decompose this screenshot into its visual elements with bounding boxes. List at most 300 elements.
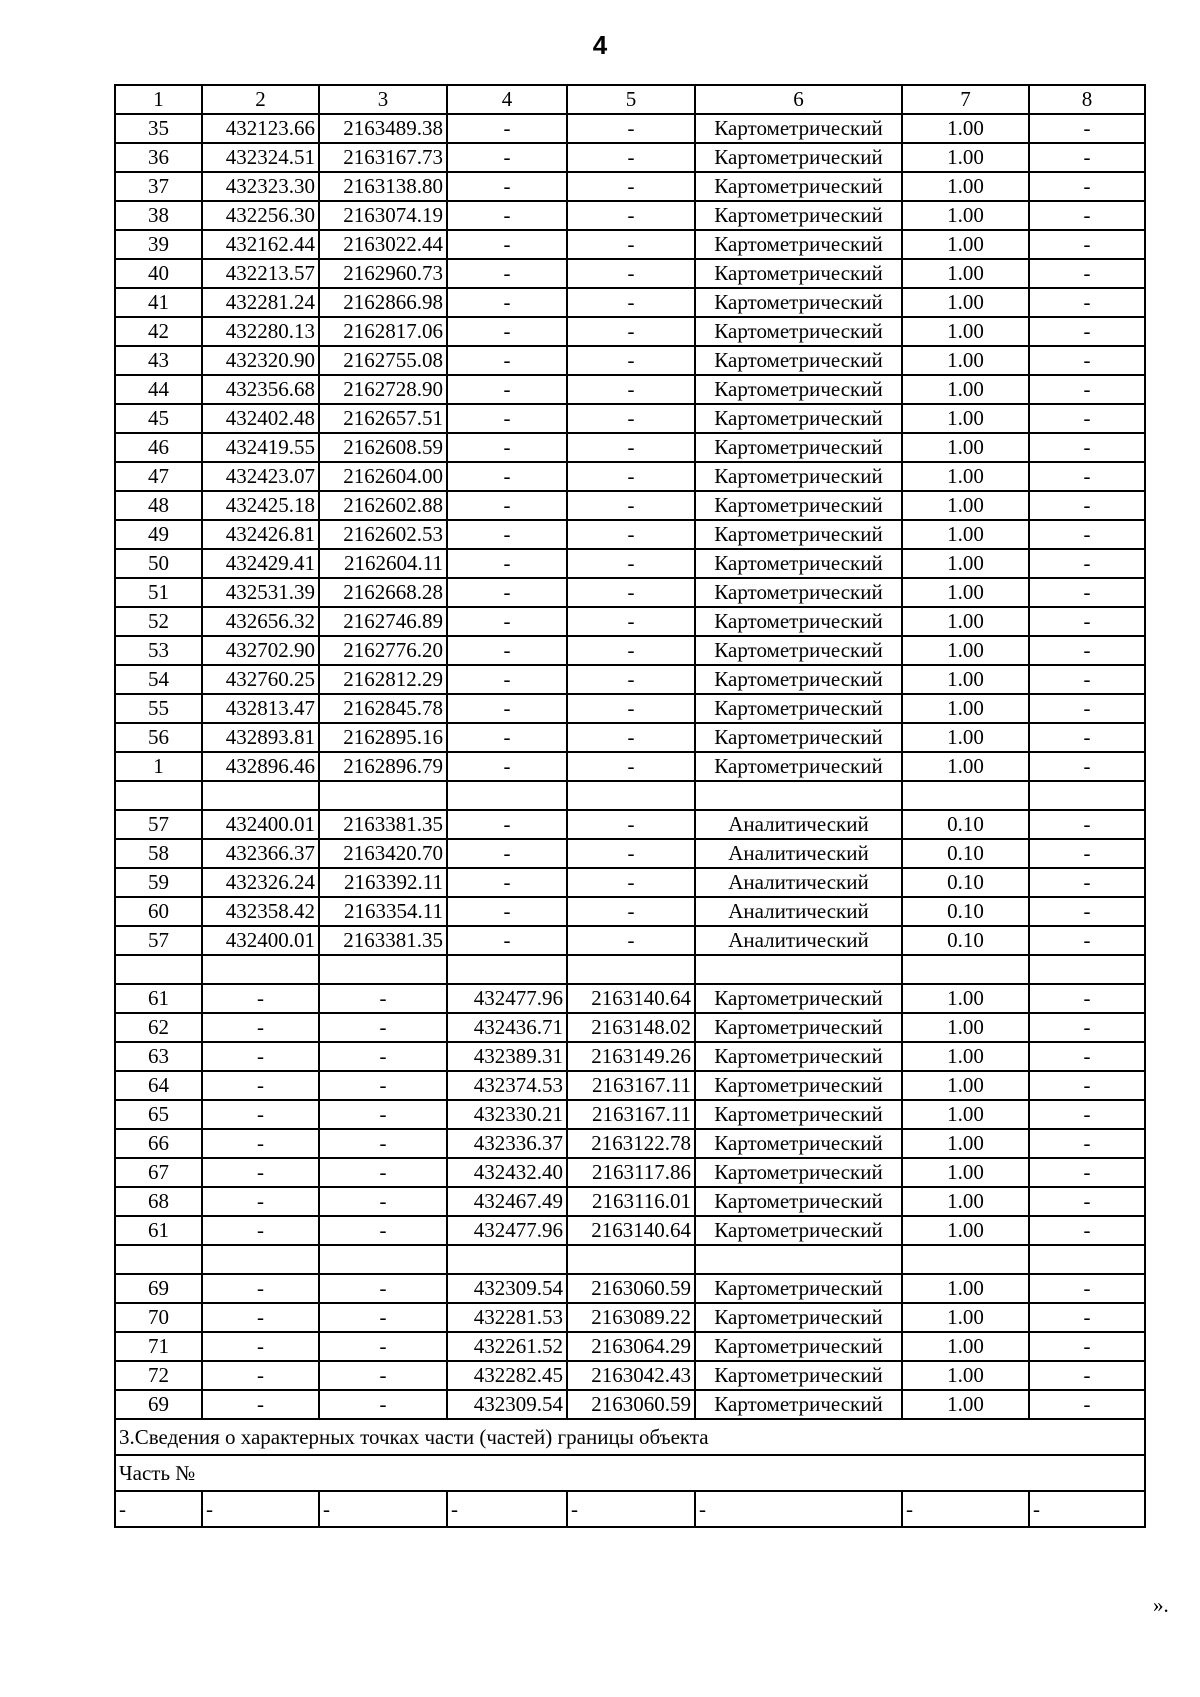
table-cell: 42 (115, 317, 202, 346)
part-label-row (115, 1455, 1145, 1491)
table-cell: 69 (115, 1390, 202, 1419)
table-cell: 1.00 (902, 665, 1029, 694)
table-cell: - (567, 288, 695, 317)
table-cell: - (1029, 723, 1145, 752)
table-cell: - (319, 984, 447, 1013)
table-row (115, 607, 1145, 636)
table-cell: 40 (115, 259, 202, 288)
table-cell: 2163074.19 (319, 201, 447, 230)
header-row (115, 85, 1145, 114)
table-row (115, 868, 1145, 897)
table-cell: 432432.40 (447, 1158, 567, 1187)
table-cell: Картометрический (695, 143, 902, 172)
table-cell: 432429.41 (202, 549, 319, 578)
table-cell: 432309.54 (447, 1390, 567, 1419)
table-row (115, 1158, 1145, 1187)
table-cell: - (1029, 288, 1145, 317)
table-cell: - (447, 317, 567, 346)
table-cell: 0.10 (902, 810, 1029, 839)
table-row (115, 462, 1145, 491)
table-cell: 1.00 (902, 752, 1029, 781)
table-row (115, 520, 1145, 549)
table-cell: 432400.01 (202, 926, 319, 955)
table-cell: 55 (115, 694, 202, 723)
table-cell: 1.00 (902, 462, 1029, 491)
table-cell: Картометрический (695, 172, 902, 201)
table-cell: - (1029, 433, 1145, 462)
table-cell: - (1029, 1129, 1145, 1158)
empty-cell (1029, 781, 1145, 810)
table-cell: Картометрический (695, 404, 902, 433)
table-row (115, 723, 1145, 752)
table-cell: - (202, 1390, 319, 1419)
table-cell: 1.00 (902, 549, 1029, 578)
table-cell: 2162604.11 (319, 549, 447, 578)
table-cell: 2162812.29 (319, 665, 447, 694)
table-cell: 1.00 (902, 1274, 1029, 1303)
table-cell: 1.00 (902, 636, 1029, 665)
table-cell: 54 (115, 665, 202, 694)
table-cell: - (1029, 1332, 1145, 1361)
table-cell: 66 (115, 1129, 202, 1158)
table-cell: Картометрический (695, 1129, 902, 1158)
table-cell: 68 (115, 1187, 202, 1216)
table-cell: - (319, 1361, 447, 1390)
table-cell: - (447, 636, 567, 665)
section-title-row (115, 1419, 1145, 1455)
table-cell: - (202, 1158, 319, 1187)
table-cell: Картометрический (695, 665, 902, 694)
empty-cell (447, 781, 567, 810)
table-cell: 432425.18 (202, 491, 319, 520)
table-cell: 41 (115, 288, 202, 317)
table-cell: - (202, 1129, 319, 1158)
table-cell: - (447, 114, 567, 143)
table-cell: - (1029, 897, 1145, 926)
table-cell: Картометрический (695, 1100, 902, 1129)
coordinates-table (114, 84, 1146, 1528)
table-cell: Картометрический (695, 636, 902, 665)
table-cell: Аналитический (695, 839, 902, 868)
table-cell: 1.00 (902, 172, 1029, 201)
table-cell: 5 (567, 85, 695, 114)
table-cell: - (1029, 1390, 1145, 1419)
table-cell: 51 (115, 578, 202, 607)
table-cell: - (447, 404, 567, 433)
table-row (115, 752, 1145, 781)
table-cell: - (567, 317, 695, 346)
table-cell: 0.10 (902, 897, 1029, 926)
table-cell: 2163354.11 (319, 897, 447, 926)
table-cell: - (1029, 1100, 1145, 1129)
table-cell: 65 (115, 1100, 202, 1129)
table-cell: - (1029, 839, 1145, 868)
table-cell: - (567, 462, 695, 491)
table-cell: 432374.53 (447, 1071, 567, 1100)
table-cell: 1.00 (902, 578, 1029, 607)
table-cell: - (319, 1303, 447, 1332)
closing-quote: ». (1153, 1593, 1169, 1617)
part-row (115, 1491, 1145, 1527)
table-row (115, 1390, 1145, 1419)
table-cell: 1.00 (902, 1390, 1029, 1419)
table-cell: 2162960.73 (319, 259, 447, 288)
separator-row (115, 1245, 1145, 1274)
table-cell: - (202, 1303, 319, 1332)
empty-cell (447, 955, 567, 984)
table-cell: - (1029, 549, 1145, 578)
table-cell: 2163148.02 (567, 1013, 695, 1042)
table-cell: 1.00 (902, 984, 1029, 1013)
table-cell: 53 (115, 636, 202, 665)
table-cell: - (1029, 868, 1145, 897)
table-body (115, 85, 1145, 1527)
table-cell: 46 (115, 433, 202, 462)
table-cell: 432402.48 (202, 404, 319, 433)
table-row (115, 926, 1145, 955)
table-cell: - (567, 926, 695, 955)
table-cell: 432531.39 (202, 578, 319, 607)
table-cell: - (319, 1216, 447, 1245)
table-cell: - (319, 1274, 447, 1303)
table-cell: 2163392.11 (319, 868, 447, 897)
table-cell: 2162728.90 (319, 375, 447, 404)
table-cell: 2163167.11 (567, 1100, 695, 1129)
table-cell: - (567, 114, 695, 143)
table-row (115, 1216, 1145, 1245)
table-cell: 432309.54 (447, 1274, 567, 1303)
table-cell: - (567, 607, 695, 636)
table-cell: 67 (115, 1158, 202, 1187)
table-row (115, 1042, 1145, 1071)
table-cell: - (1029, 1013, 1145, 1042)
table-row (115, 259, 1145, 288)
table-cell: - (202, 1071, 319, 1100)
empty-cell (902, 955, 1029, 984)
table-cell: 2162602.88 (319, 491, 447, 520)
table-cell: 432356.68 (202, 375, 319, 404)
table-cell: 2163042.43 (567, 1361, 695, 1390)
table-cell: Картометрический (695, 1187, 902, 1216)
table-cell: - (567, 433, 695, 462)
table-cell: 1.00 (902, 346, 1029, 375)
table-cell: 2163167.11 (567, 1071, 695, 1100)
table-cell: 432467.49 (447, 1187, 567, 1216)
table-cell: - (1029, 1071, 1145, 1100)
table-cell: 432261.52 (447, 1332, 567, 1361)
table-cell: 432426.81 (202, 520, 319, 549)
table-cell: 59 (115, 868, 202, 897)
table-cell: - (1029, 114, 1145, 143)
table-cell: 0.10 (902, 868, 1029, 897)
table-cell: - (447, 462, 567, 491)
table-row (115, 1129, 1145, 1158)
table-cell: Картометрический (695, 578, 902, 607)
table-cell: 1.00 (902, 114, 1029, 143)
empty-cell (115, 955, 202, 984)
table-cell: 49 (115, 520, 202, 549)
table-cell: Картометрический (695, 317, 902, 346)
table-cell: - (567, 491, 695, 520)
table-cell: Картометрический (695, 346, 902, 375)
table-row (115, 143, 1145, 172)
table-row (115, 984, 1145, 1013)
table-cell: 1.00 (902, 723, 1029, 752)
table-cell: - (202, 1100, 319, 1129)
table-cell: 1.00 (902, 317, 1029, 346)
table-cell: 2162896.79 (319, 752, 447, 781)
table-cell: - (1029, 984, 1145, 1013)
table-cell: - (319, 1129, 447, 1158)
table-cell: 52 (115, 607, 202, 636)
table-cell: Картометрический (695, 433, 902, 462)
table-cell: Картометрический (695, 1274, 902, 1303)
table-cell: - (567, 868, 695, 897)
table-cell: Аналитический (695, 926, 902, 955)
table-cell: - (567, 346, 695, 375)
table-cell: 62 (115, 1013, 202, 1042)
table-cell: - (447, 143, 567, 172)
table-cell: - (567, 665, 695, 694)
table-cell: - (1029, 1216, 1145, 1245)
table-cell: 2163060.59 (567, 1274, 695, 1303)
table-cell: - (1029, 1187, 1145, 1216)
table-cell: Картометрический (695, 752, 902, 781)
table-cell: 45 (115, 404, 202, 433)
table-cell: 2163022.44 (319, 230, 447, 259)
table-cell: 1.00 (902, 404, 1029, 433)
table-cell: Картометрический (695, 201, 902, 230)
empty-cell (567, 1245, 695, 1274)
table-cell: - (202, 1187, 319, 1216)
table-cell: - (202, 1361, 319, 1390)
table-row (115, 665, 1145, 694)
table-cell: 432213.57 (202, 259, 319, 288)
table-cell: 1.00 (902, 1158, 1029, 1187)
table-cell: 1.00 (902, 143, 1029, 172)
table-cell: 2163060.59 (567, 1390, 695, 1419)
table-cell: 57 (115, 926, 202, 955)
table-cell: 37 (115, 172, 202, 201)
table-cell: 2163140.64 (567, 984, 695, 1013)
table-cell: - (1029, 810, 1145, 839)
table-cell: 1.00 (902, 1303, 1029, 1332)
table-cell: 48 (115, 491, 202, 520)
table-cell: 432336.37 (447, 1129, 567, 1158)
empty-cell (567, 955, 695, 984)
table-row (115, 1100, 1145, 1129)
table-cell: 58 (115, 839, 202, 868)
table-cell: 56 (115, 723, 202, 752)
table-cell: 0.10 (902, 926, 1029, 955)
page-number: 4 (592, 30, 608, 60)
table-cell: - (1029, 578, 1145, 607)
table-cell: - (319, 1042, 447, 1071)
table-cell: - (1029, 520, 1145, 549)
table-cell: 2163420.70 (319, 839, 447, 868)
table-cell: 432281.53 (447, 1303, 567, 1332)
table-cell: - (202, 1013, 319, 1042)
table-cell: 2162776.20 (319, 636, 447, 665)
empty-cell (902, 1245, 1029, 1274)
table-row (115, 1071, 1145, 1100)
table-cell: - (1029, 1361, 1145, 1390)
table-cell: - (202, 1216, 319, 1245)
table-cell: 2162668.28 (319, 578, 447, 607)
empty-cell (447, 1245, 567, 1274)
table-cell: - (1029, 1491, 1145, 1527)
empty-cell (319, 781, 447, 810)
table-cell: 2163149.26 (567, 1042, 695, 1071)
table-cell: 432389.31 (447, 1042, 567, 1071)
table-row (115, 230, 1145, 259)
table-cell: - (447, 926, 567, 955)
table-cell: 35 (115, 114, 202, 143)
table-cell: 69 (115, 1274, 202, 1303)
table-cell: 2163089.22 (567, 1303, 695, 1332)
table-cell: Картометрический (695, 984, 902, 1013)
table-cell: 7 (902, 85, 1029, 114)
table-cell: 43 (115, 346, 202, 375)
table-cell: 2162817.06 (319, 317, 447, 346)
table-cell: 432400.01 (202, 810, 319, 839)
table-cell: - (567, 520, 695, 549)
table-cell: 1.00 (902, 607, 1029, 636)
table-cell: 0.10 (902, 839, 1029, 868)
table-cell: - (319, 1187, 447, 1216)
table-cell: - (1029, 491, 1145, 520)
table-cell: 1.00 (902, 694, 1029, 723)
table-cell: 63 (115, 1042, 202, 1071)
table-cell: Картометрический (695, 288, 902, 317)
table-cell: 2162657.51 (319, 404, 447, 433)
table-cell: - (1029, 1303, 1145, 1332)
table-cell: 1.00 (902, 230, 1029, 259)
table-cell: 432896.46 (202, 752, 319, 781)
table-cell: 2163138.80 (319, 172, 447, 201)
table-cell: 432256.30 (202, 201, 319, 230)
table-cell: - (1029, 1274, 1145, 1303)
table-cell: 70 (115, 1303, 202, 1332)
empty-cell (695, 781, 902, 810)
table-cell: - (447, 694, 567, 723)
table-row (115, 1013, 1145, 1042)
table-row (115, 317, 1145, 346)
table-cell: 2162755.08 (319, 346, 447, 375)
table-cell: - (567, 375, 695, 404)
table-cell: 4 (447, 85, 567, 114)
table-cell: 432326.24 (202, 868, 319, 897)
table-cell: 64 (115, 1071, 202, 1100)
table-cell: - (1029, 926, 1145, 955)
table-cell: 432423.07 (202, 462, 319, 491)
table-cell: 38 (115, 201, 202, 230)
table-cell: 2163122.78 (567, 1129, 695, 1158)
table-row (115, 636, 1145, 665)
table-cell: 2163116.01 (567, 1187, 695, 1216)
table-row (115, 810, 1145, 839)
table-cell: - (447, 868, 567, 897)
table-cell: Картометрический (695, 607, 902, 636)
table-row (115, 897, 1145, 926)
table-cell: 432320.90 (202, 346, 319, 375)
table-cell: 1.00 (902, 1042, 1029, 1071)
table-cell: 432813.47 (202, 694, 319, 723)
table-cell: 432123.66 (202, 114, 319, 143)
table-cell: - (202, 1332, 319, 1361)
table-row (115, 578, 1145, 607)
table-cell: - (567, 694, 695, 723)
table-cell: - (447, 172, 567, 201)
table-cell: 2163064.29 (567, 1332, 695, 1361)
table-cell: - (319, 1491, 447, 1527)
table-cell: - (202, 1042, 319, 1071)
table-row (115, 346, 1145, 375)
table-row (115, 172, 1145, 201)
table-row (115, 433, 1145, 462)
table-cell: - (567, 897, 695, 926)
table-cell: Картометрический (695, 114, 902, 143)
table-cell: 6 (695, 85, 902, 114)
empty-cell (115, 1245, 202, 1274)
table-cell: 61 (115, 984, 202, 1013)
table-cell: 3 (319, 85, 447, 114)
table-cell: Картометрический (695, 1332, 902, 1361)
table-cell: - (695, 1491, 902, 1527)
table-cell: - (319, 1071, 447, 1100)
empty-cell (1029, 1245, 1145, 1274)
table-cell: - (1029, 404, 1145, 433)
table-cell: 432366.37 (202, 839, 319, 868)
table-cell: Картометрический (695, 520, 902, 549)
table-cell: - (567, 549, 695, 578)
empty-cell (202, 781, 319, 810)
table-row (115, 114, 1145, 143)
table-cell: - (447, 1491, 567, 1527)
table-cell: Картометрический (695, 1071, 902, 1100)
table-cell: - (1029, 346, 1145, 375)
table-cell: - (567, 172, 695, 201)
table-cell: - (447, 578, 567, 607)
table-cell: - (319, 1332, 447, 1361)
table-cell: 2162845.78 (319, 694, 447, 723)
table-cell: - (567, 259, 695, 288)
table-cell: - (447, 839, 567, 868)
table-cell: - (319, 1100, 447, 1129)
table-cell: - (202, 1491, 319, 1527)
table-row (115, 375, 1145, 404)
separator-row (115, 781, 1145, 810)
table-cell: 8 (1029, 85, 1145, 114)
table-cell: Картометрический (695, 1390, 902, 1419)
table-row (115, 404, 1145, 433)
table-cell: 1.00 (902, 1100, 1029, 1129)
table-cell: 50 (115, 549, 202, 578)
table-cell: 1.00 (902, 1361, 1029, 1390)
table-cell: 61 (115, 1216, 202, 1245)
empty-cell (319, 1245, 447, 1274)
table-cell: 432893.81 (202, 723, 319, 752)
table-cell: Аналитический (695, 868, 902, 897)
table-row (115, 1361, 1145, 1390)
table-cell: 1.00 (902, 1216, 1029, 1245)
table-cell: 2163167.73 (319, 143, 447, 172)
table-cell: 432477.96 (447, 984, 567, 1013)
table-cell: Картометрический (695, 230, 902, 259)
table-cell: - (1029, 172, 1145, 201)
empty-cell (567, 781, 695, 810)
table-cell: - (447, 201, 567, 230)
